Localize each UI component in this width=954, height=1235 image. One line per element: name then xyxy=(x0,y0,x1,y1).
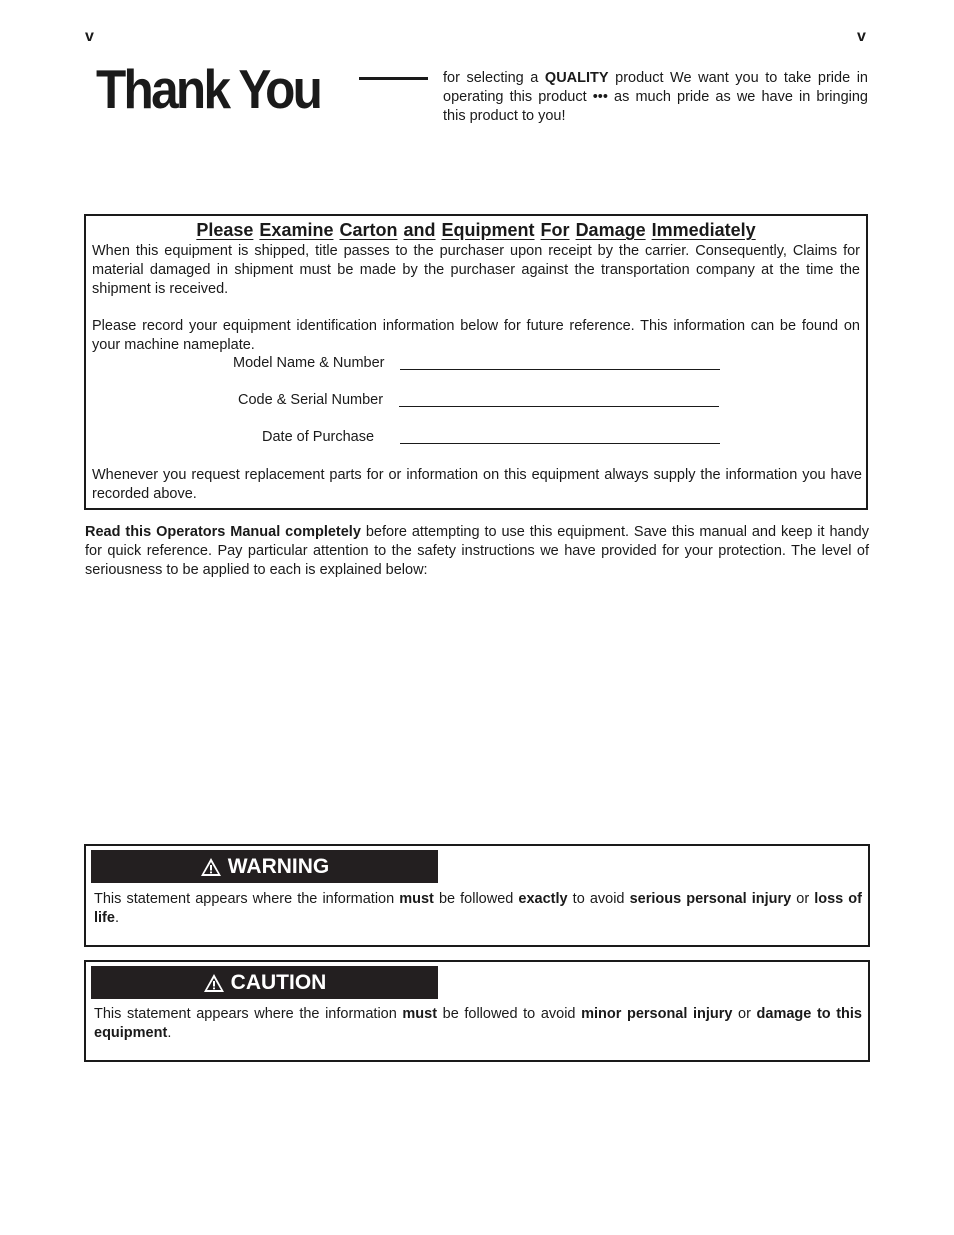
shipping-claims-paragraph: When this equipment is shipped, title passes to the purchaser upon receipt by the carrier. Consequently, Claims for material damaged in shipment must be made by the purchaser against the transportation company at the time the shipment is received. xyxy=(92,243,860,297)
warning-box xyxy=(84,844,870,947)
thank-you-title: Thank You xyxy=(96,58,321,120)
record-info-paragraph: Please record your equipment identification information below for future reference. This information can be found on your machine nameplate. xyxy=(92,318,860,353)
read-manual-paragraph: Read this Operators Manual completely before attempting to use this equipment. Save this manual and keep it handy for quick reference. Pay particular attention to the safety instructions we have provided for your protection. The level of seriousness to be applied to each is explained below: xyxy=(85,524,869,578)
purchase-date-label: Date of Purchase xyxy=(262,429,375,445)
warning-label: WARNING xyxy=(227,854,330,878)
page-mark-right: v xyxy=(857,28,866,45)
caution-banner xyxy=(91,966,438,999)
model-field-blank xyxy=(400,355,720,370)
caution-label: CAUTION xyxy=(230,970,327,994)
serial-field xyxy=(86,391,866,411)
replacement-parts-paragraph: Whenever you request replacement parts for or information on this equipment always supply the information you have recorded above. xyxy=(92,467,862,502)
caution-triangle-icon xyxy=(203,973,225,993)
warning-text: This statement appears where the information must be followed exactly to avoid serious personal injury or loss of life. xyxy=(94,891,862,926)
title-rule xyxy=(359,77,428,80)
examine-carton-box xyxy=(84,214,868,510)
model-field-label: Model Name & Number xyxy=(233,355,385,371)
purchase-date-blank xyxy=(400,429,720,444)
serial-field-blank xyxy=(399,392,719,407)
serial-field-label: Code & Serial Number xyxy=(238,392,384,408)
purchase-date-field xyxy=(86,428,866,448)
caution-box xyxy=(84,960,870,1062)
warning-triangle-icon xyxy=(200,857,222,877)
caution-text: This statement appears where the information must be followed to avoid minor personal injury or damage to this equipment. xyxy=(94,1006,862,1041)
examine-heading: Please Examine Carton and Equipment For Damage Immediately xyxy=(196,220,756,240)
page-mark-left: v xyxy=(85,28,94,45)
thank-you-text: for selecting a QUALITY product We want you to take pride in operating this product ••• as much pride as we have in bringing this product to you! xyxy=(443,70,868,124)
model-field xyxy=(86,354,866,374)
warning-banner xyxy=(91,850,438,883)
